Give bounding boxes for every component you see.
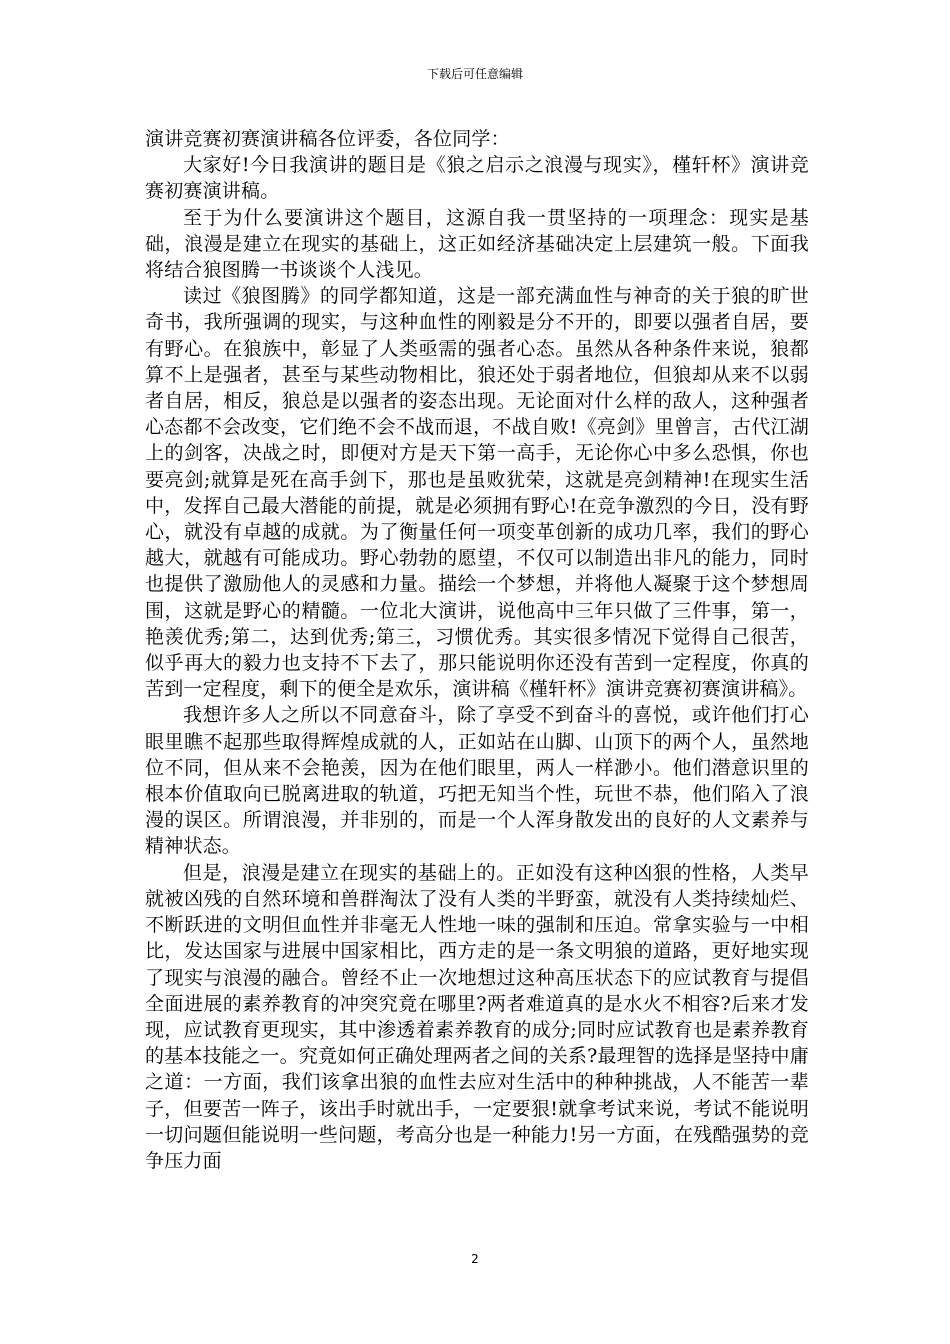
paragraph-struggle: 我想许多人之所以不同意奋斗，除了享受不到奋斗的喜悦，或许他们打心眼里瞧不起那些取得辉煌成就的人，正如站在山脚、山顶下的两个人，虽然地位不同，但从来不会艳羡，因为在他们眼里，两人一样渺小。他们潜意识里的根本价值取向已脱离进取的轨道，巧把无知当个性，玩世不恭，他们陷入了浪漫的误区。所谓浪漫，并非别的，而是一个人浑身散发出的良好的人文素养与精神状态。	[145, 704, 809, 858]
paragraph-title-salutation: 演讲竞赛初赛演讲稿各位评委，各位同学：	[145, 128, 510, 150]
paragraph-greeting: 大家好!今日我演讲的题目是《狼之启示之浪漫与现实》，槿轩杯》演讲竞赛初赛演讲稿。	[145, 154, 809, 203]
paragraph-wolf-totem: 读过《狼图腾》的同学都知道，这是一部充满血性与神奇的关于狼的旷世奇书，我所强调的现实，与这种血性的刚毅是分不开的，即要以强者自居，要有野心。在狼族中，彰显了人类亟需的强者心态。虽然从各种条件来说，狼都算不上是强者，甚至与某些动物相比，狼还处于弱者地位，但狼却从来不以弱者自居，相反，狼总是以强者的姿态出现。无论面对什么样的敌人，这种强者心态都不会改变，它们绝不会不战而退，不战自败!《亮剑》里曾言，古代江湖上的剑客，决战之时，即便对方是天下第一高手，无论你心中多么恐惧，你也要亮剑;就算是死在高手剑下，那也是虽败犹荣，这就是亮剑精神!在现实生活中，发挥自己最大潜能的前提，就是必须拥有野心!在竞争激烈的今日，没有野心，就没有卓越的成就。为了衡量任何一项变革创新的成功几率，我们的野心越大，就越有可能成功。野心勃勃的愿望，不仅可以制造出非凡的能力，同时也提供了激励他人的灵感和力量。描绘一个梦想，并将他人凝聚于这个梦想周围，这就是野心的精髓。一位北大演讲，说他高中三年只做了三件事，第一，艳羡优秀;第二，达到优秀;第三，习惯优秀。其实很多情况下觉得自己很苦，似乎再大的毅力也支持不下去了，那只能说明你还没有苦到一定程度，你真的苦到一定程度，剩下的便全是欢乐，演讲稿《槿轩杯》演讲竞赛初赛演讲稿》。	[145, 285, 809, 701]
page-header-note: 下载后可任意编辑	[426, 67, 523, 81]
document-body	[145, 126, 809, 1174]
paragraph-topic-reason: 至于为什么要演讲这个题目，这源自我一贯坚持的一项理念：现实是基础，浪漫是建立在现实的基础上，这正如经济基础决定上层建筑一般。下面我将结合狼图腾一书谈谈个人浅见。	[145, 206, 809, 282]
page-number: 2	[471, 1252, 479, 1266]
paragraph-romance-reality: 但是，浪漫是建立在现实的基础上的。正如没有这种凶狠的性格，人类早就被凶残的自然环境和兽群淘汰了没有人类的半野蛮，就没有人类持续灿烂、不断跃进的文明但血性并非毫无人性地一味的强制和压迫。常拿实验与一中相比，发达国家与进展中国家相比，西方走的是一条文明狼的道路，更好地实现了现实与浪漫的融合。曾经不止一次地想过这种高压状态下的应试教育与提倡全面进展的素养教育的冲突究竟在哪里?两者难道真的是水火不相容?后来才发现，应试教育更现实，其中渗透着素养教育的成分;同时应试教育也是素养教育的基本技能之一。究竟如何正确处理两者之间的关系?最理智的选择是坚持中庸之道：一方面，我们该拿出狼的血性去应对生活中的种种挑战，人不能苦一辈子，但要苦一阵子，该出手时就出手，一定要狠!就拿考试来说，考试不能说明一切问题但能说明一些问题，考高分也是一种能力!另一方面，在残酷强势的竞争压力面	[145, 861, 809, 1172]
